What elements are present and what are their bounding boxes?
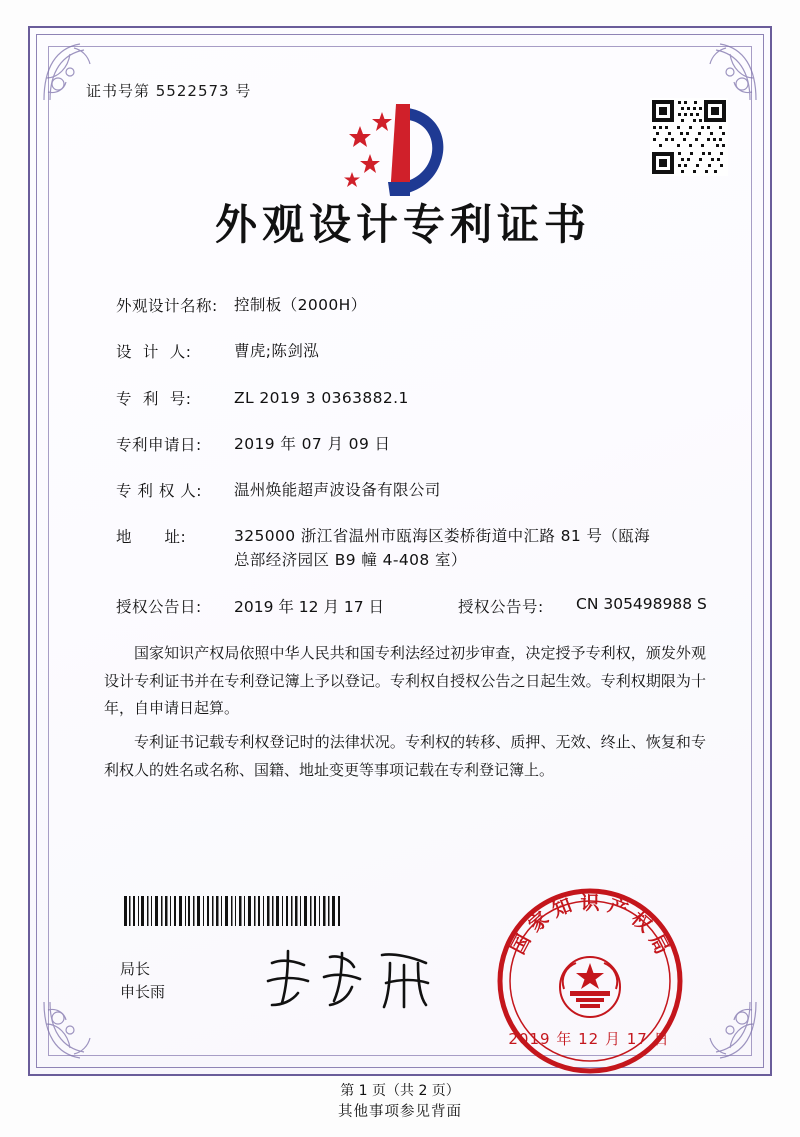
field-label: 专利申请日: xyxy=(116,435,202,454)
svg-text:权: 权 xyxy=(626,907,656,937)
field-value: 2019 年 07 月 09 日 xyxy=(234,434,391,453)
signature-block xyxy=(120,958,165,1005)
certificate-body xyxy=(86,80,720,791)
svg-text:局: 局 xyxy=(644,930,674,958)
legal-paragraph-2: 专利证书记载专利权登记时的法律状况。专利权的转移、质押、无效、终止、恢复和专利权人的姓名或名称、国籍、地址变更等事项记载在专利登记簿上。 xyxy=(104,733,706,779)
signature-role: 局长 xyxy=(120,960,151,978)
field-label: 地 址: xyxy=(116,528,187,547)
footer-note: 其他事项参见背面 xyxy=(338,1104,462,1120)
svg-text:家: 家 xyxy=(524,907,554,937)
field-value: 控制板（2000H） xyxy=(234,296,367,314)
field-value: 曹虎;陈剑泓 xyxy=(234,342,320,361)
certificate-number: 证书号第 5522573 号 xyxy=(86,82,252,100)
field-grant-announcement xyxy=(116,595,720,617)
field-value: ZL 2019 3 0363882.1 xyxy=(234,388,409,407)
field-label-secondary: 授权公告号: xyxy=(458,597,544,616)
certificate-title: 外观设计专利证书 xyxy=(214,200,591,249)
handwritten-signature-icon xyxy=(258,943,458,1013)
field-value-secondary: CN 305498988 S xyxy=(576,594,707,613)
field-designer xyxy=(116,340,720,363)
field-design-name xyxy=(116,294,720,317)
field-address xyxy=(116,525,720,572)
corner-ornament-bottom-left-icon xyxy=(40,998,106,1064)
field-value: 温州焕能超声波设备有限公司 xyxy=(234,481,441,499)
field-label: 专 利 号: xyxy=(116,389,192,408)
field-patent-number xyxy=(116,387,720,410)
certificate-frame xyxy=(28,26,772,1099)
official-seal xyxy=(492,883,688,1079)
svg-text:识: 识 xyxy=(580,892,600,914)
legal-paragraph-1: 国家知识产权局依照中华人民共和国专利法经过初步审查，决定授予专利权，颁发外观设计专利证书并在专利登记簿上予以登记。专利权自授权公告之日起生效。专利权期限为十年，自申请日起算。 xyxy=(104,643,706,718)
field-value: 2019 年 12 月 17 日 xyxy=(234,597,385,616)
field-application-date xyxy=(116,433,720,456)
legal-text xyxy=(86,640,720,785)
corner-ornament-bottom-right-icon xyxy=(694,998,760,1064)
svg-text:知: 知 xyxy=(549,894,575,922)
certificate-fields xyxy=(86,294,720,617)
page-number: 第 1 页（共 2 页） xyxy=(340,1083,460,1099)
svg-text:国: 国 xyxy=(506,930,536,958)
field-value: 325000 浙江省温州市瓯海区娄桥街道中汇路 81 号（瓯海 xyxy=(234,527,651,546)
field-value-continued: 总部经济园区 B9 幢 4-408 室） xyxy=(234,550,467,569)
field-label: 授权公告日: xyxy=(116,597,202,616)
field-patentee xyxy=(116,479,720,502)
field-label: 专 利 权 人: xyxy=(116,482,203,500)
signature-name: 申长雨 xyxy=(120,983,166,1002)
field-label: 设 计 人: xyxy=(116,343,192,362)
seal-date: 2019 年 12 月 17 日 xyxy=(508,1030,670,1048)
svg-text:产: 产 xyxy=(605,894,631,922)
field-label: 外观设计名称: xyxy=(116,297,218,315)
barcode xyxy=(124,896,342,926)
